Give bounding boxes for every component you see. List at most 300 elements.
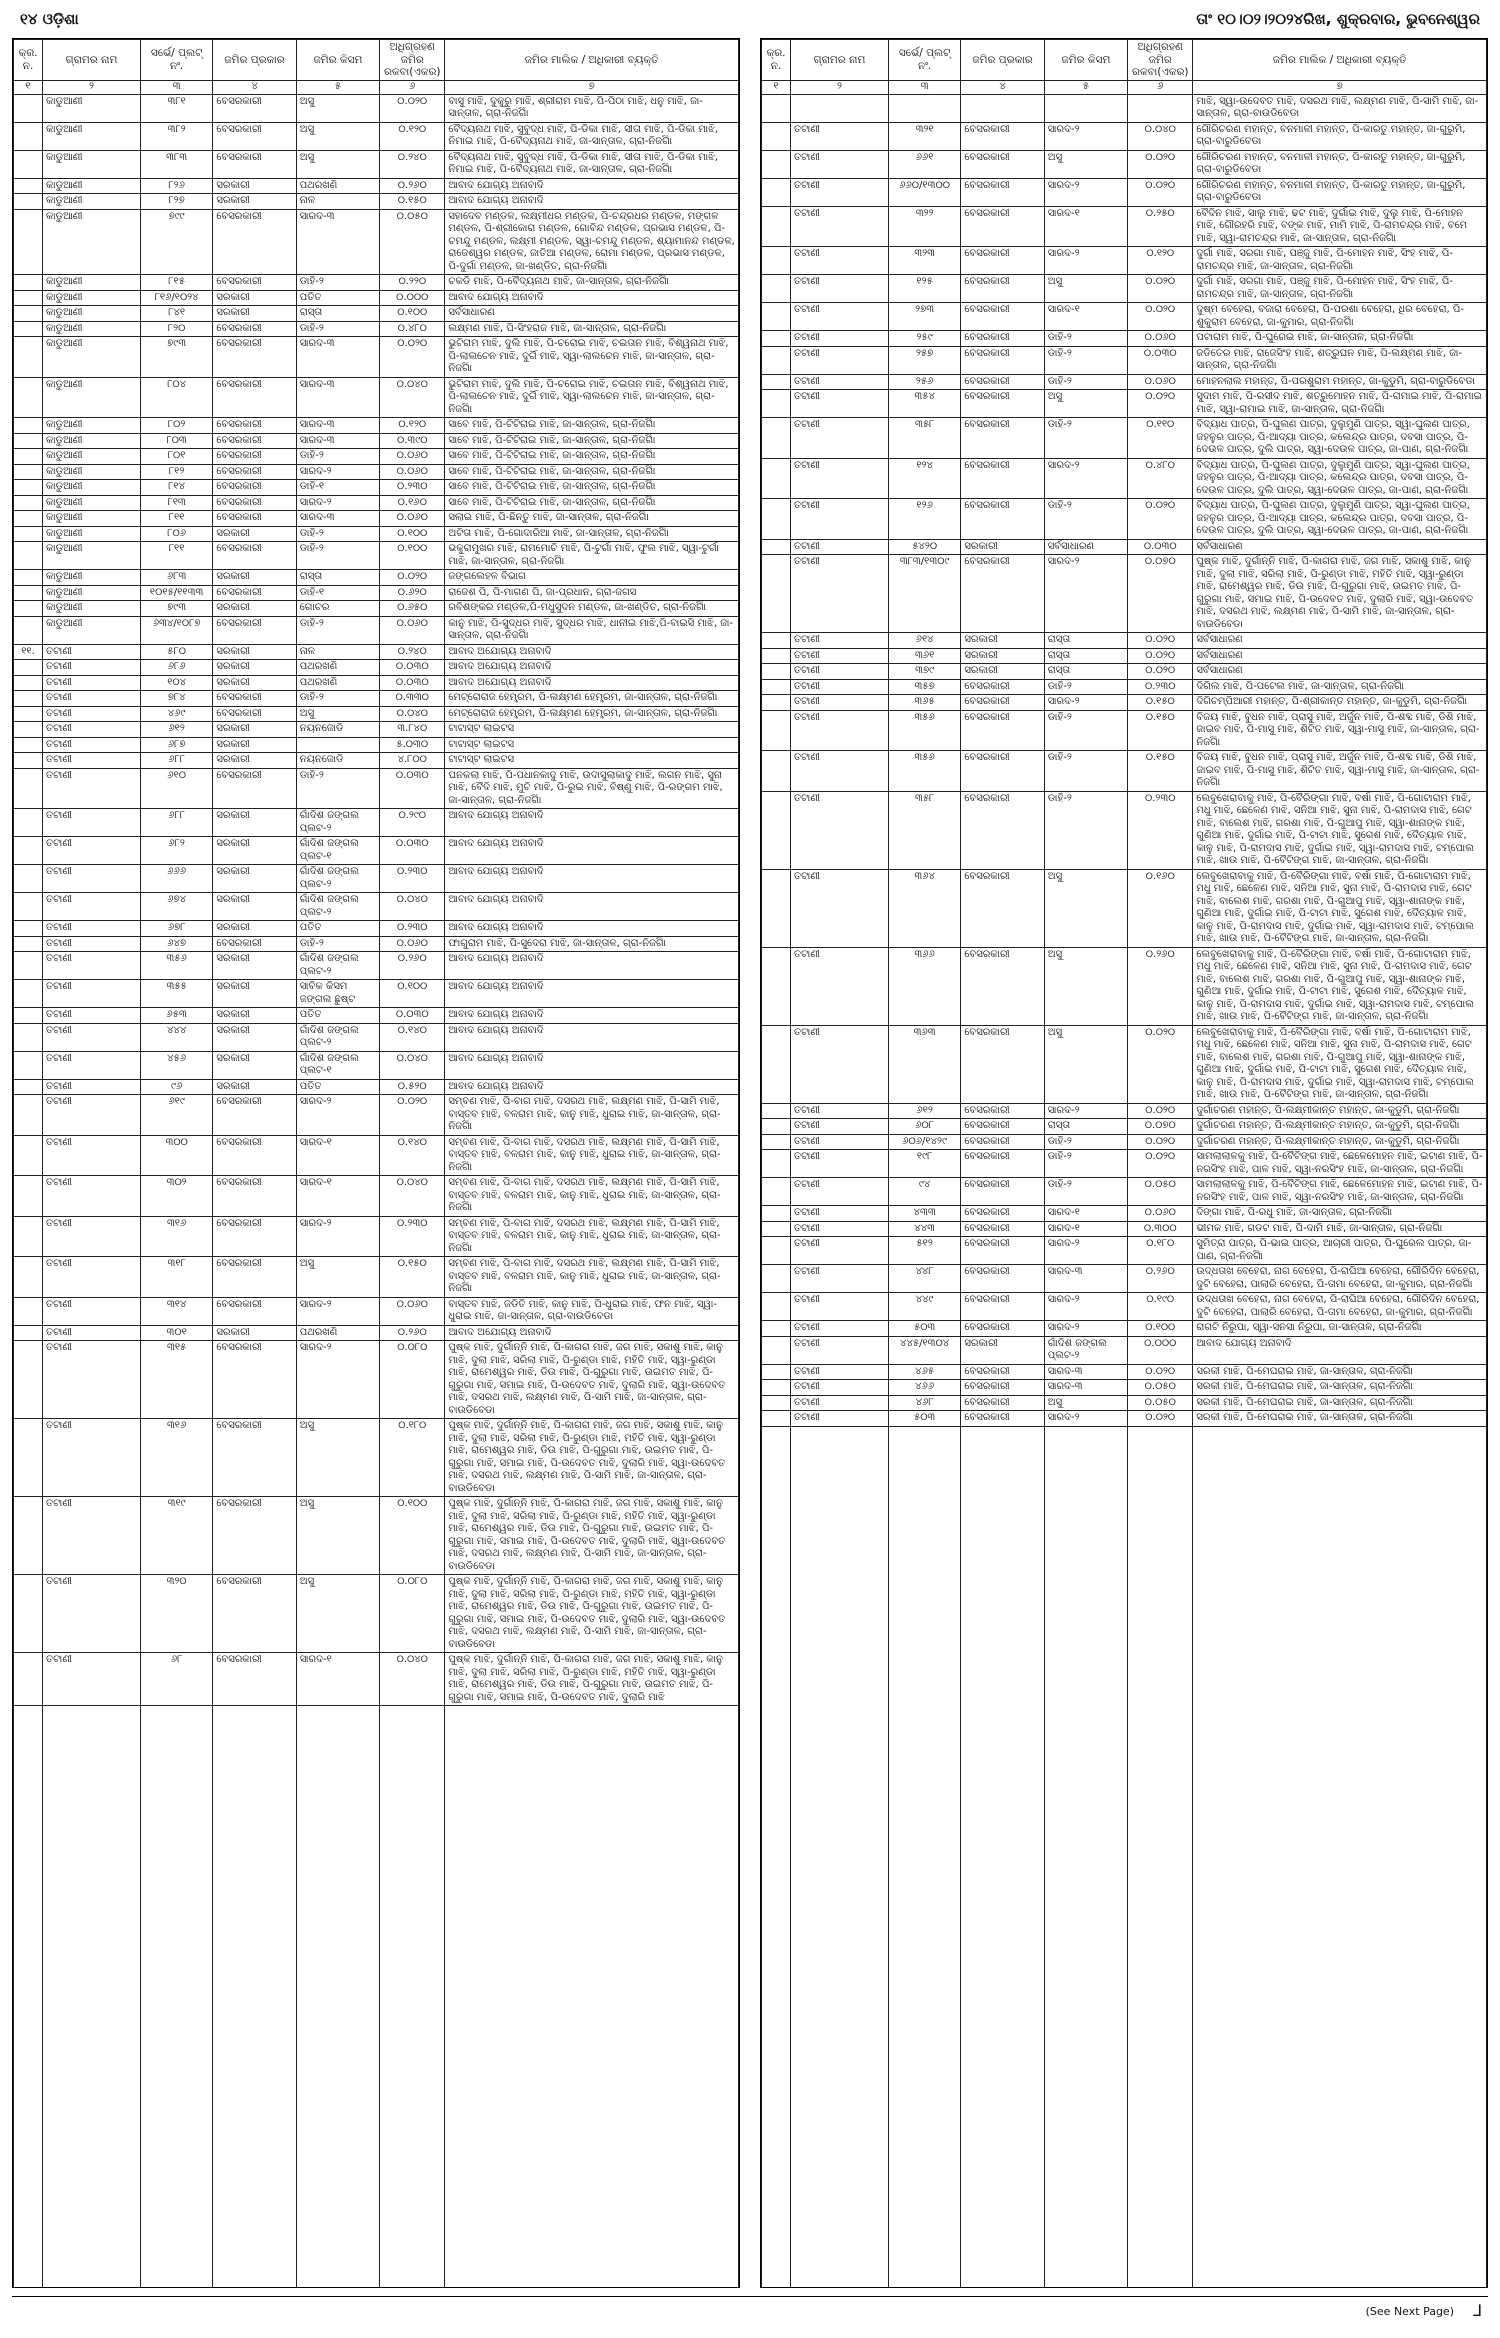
- cell-village: ତଟାଣୀ: [43, 1079, 141, 1095]
- cell-land-class: ରାସ୍ତା: [1044, 633, 1127, 649]
- cell-land-class: ଅସୁ: [1044, 869, 1127, 947]
- cell-owner: ଦୁର୍ଗାଚରଣ ମହାନ୍ତ, ପି-ଲକ୍ଷ୍ମୀକାନ୍ତ ମହାନ୍ତ, ଜା-କୁଡୁମି, ଗ୍ରା-ନିଜର୍ଗାଁ: [1193, 1103, 1487, 1119]
- cell-plot-number: ୭୯୩: [140, 601, 213, 617]
- table-row: [14, 768, 739, 809]
- cell-land-class: ସାରଦ-୩: [296, 209, 379, 275]
- cell-land-type: ବେସରକାରୀ: [213, 337, 296, 378]
- cell-village: ତଟାଣୀ: [791, 1293, 889, 1321]
- cell-land-class: ଅସୁ: [1044, 1395, 1127, 1411]
- cell-plot-number: ୬୮: [140, 1653, 213, 1706]
- cell-land-class: ପଥରଖଣି: [296, 660, 379, 676]
- cell-serial: [762, 499, 791, 540]
- cell-land-class: ସାରଦ-୨: [1044, 1103, 1127, 1119]
- cell-land-type: ବେସରକାରୀ: [213, 480, 296, 496]
- cell-land-type: ବେସରକାରୀ: [961, 206, 1044, 247]
- cell-land-type: ସରକାରୀ: [213, 809, 296, 837]
- cell-plot-number: ୩୮୨: [140, 122, 213, 150]
- cell-land-class: ନାଳ: [296, 194, 379, 210]
- table-row: [762, 247, 1487, 275]
- cell-owner: ସଲାଇ ମାଝି, ପି-ଛିନ୍ତୁ ମାଝି, ଜା-ସାନ୍ତାଳ, ଗ୍ରା-ନିଜର୍ଗାଁ: [445, 511, 739, 527]
- table-row: [14, 526, 739, 542]
- cell-village: ତଟାଣୀ: [791, 150, 889, 178]
- cell-owner: ସମ୍ବଣ ମାଝି, ପି-ବାଗ ମାଝି, ଦସରଥ ମାଝି, ଲକ୍ଷ୍ମଣ ମାଝି, ପି-ସାମି ମାଝି, ବାସ୍ତବ ମାଝି, ବଳରାମ ମାଝି, କାନୁ ମାଝି, ଧୁରାଇ ମାଝି, ଜା-ସାନ୍ତାଳ, ଗ୍ରା-ନିଜର୍ଗାଁ: [445, 1095, 739, 1136]
- cell-area-acre: ୦.୪୮୦: [380, 321, 445, 337]
- table-row: [762, 206, 1487, 247]
- col-number: ୫: [296, 80, 379, 94]
- cell-land-class: ଡାହି-୨: [1044, 710, 1127, 751]
- cell-area-acre: ୦.୦୪୦: [380, 1051, 445, 1079]
- cell-area-acre: ୦.୦୪୦: [380, 893, 445, 921]
- cell-land-type: ବେସରକାରୀ: [213, 691, 296, 707]
- cell-owner: ଭକୁରାମୁଖର ମାଝି, ରାମମୋଚି ମାଝି, ପି-ଟୁର୍ଗା ମାଝି, ଫୁଲ ମାଝି, ସ୍ୱା-ଟୁର୍ଗା ମାଝି, ଜା-ସାନ୍ତାଳ, ଗ୍ରା-ନିଜର୍ଗାଁ: [445, 542, 739, 570]
- table-row: [762, 1411, 1487, 1427]
- cell-land-type: ବେସରକାରୀ: [961, 458, 1044, 499]
- filler-cell: [1193, 1426, 1487, 2288]
- cell-plot-number: ୬୧୨: [888, 1103, 961, 1119]
- col-number: ୪: [213, 80, 296, 94]
- cell-plot-number: ୧୦୧୫/୧୧୩୩: [140, 585, 213, 601]
- table-row: [762, 869, 1487, 947]
- table-row: [14, 1341, 739, 1419]
- cell-area-acre: ୦.୨୫୦: [1128, 206, 1193, 247]
- table-row: [762, 1237, 1487, 1265]
- cell-village: କାଡୁଆଣୀ: [43, 542, 141, 570]
- cell-plot-number: ୩୦୨: [140, 1176, 213, 1217]
- cell-owner: ବୈଦ୍ୟନାଥ ମାଝି, ସୁବୁଦ୍ଧ ମାଝି, ପି-ଡିକା ମାଝି, ସୀତା ମାଝି, ପି-ଡିକା ମାଝି, ନିମାଇ ମାଝି, ପି-ବୈଦ୍ୟନାଥ ମାଝି, ଜା-ସାନ୍ତାଳ, ଗ୍ରା-ନିଜର୍ଗାଁ: [445, 150, 739, 178]
- table-row: [762, 1380, 1487, 1396]
- cell-land-class: ସାରଦ-୨: [1044, 555, 1127, 633]
- cell-village: କାଡୁଆଣୀ: [43, 495, 141, 511]
- cell-area-acre: ୦.୧୦୦: [380, 1497, 445, 1575]
- cell-plot-number: ୮୧୬/୧୦୨୪: [140, 290, 213, 306]
- cell-plot-number: ୮୧୩: [140, 495, 213, 511]
- cell-area-acre: ୦.୨୪୦: [380, 644, 445, 660]
- cell-serial: [762, 947, 791, 1025]
- cell-plot-number: ୩୨୦: [140, 1575, 213, 1653]
- cell-serial: [14, 209, 43, 275]
- table-row: [762, 499, 1487, 540]
- cell-village: କାଡୁଆଣୀ: [43, 290, 141, 306]
- table-row: [762, 695, 1487, 711]
- cell-land-type: ସରକାରୀ: [961, 633, 1044, 649]
- table-row: [762, 1103, 1487, 1119]
- cell-land-type: ବେସରକାରୀ: [961, 275, 1044, 303]
- cell-area-acre: ୦.୧୨୦: [1128, 247, 1193, 275]
- cell-land-class: ସାରଦ-୨: [1044, 247, 1127, 275]
- table-row: [14, 936, 739, 952]
- cell-serial: [762, 1134, 791, 1150]
- cell-village: ତଟାଣୀ: [791, 1364, 889, 1380]
- cell-land-class: ଗୋଚର: [296, 601, 379, 617]
- table-row: [762, 679, 1487, 695]
- cell-area-acre: ୦.୩୯୦: [380, 433, 445, 449]
- col-number: ୩: [140, 80, 213, 94]
- cell-area-acre: ୦.୦୪୦: [1128, 122, 1193, 150]
- cell-area-acre: ୦.୦୩୦: [1128, 539, 1193, 555]
- cell-land-class: ସାବିକ କିସମ ଜଙ୍ଗଲ ଛୁଷ୍ଟ: [296, 980, 379, 1008]
- cell-owner: ବିଜୟ ମାଝି, ବୁଧନ ମାଝି, ପ୍ରାସୁ ମାଝି, ଅର୍ଜୁନ ମାଝି, ପି-ଶବ୍ଦ ମାଝି, ଡିଶି ମାଝି, ଜାଇବ ମାଝି, ପି-ମାସୁ ମାଝି, ଶିଟିତ ମାଝି, ସ୍ୱା-ମାସୁ ମାଝି, ଜା-ସାନ୍ତାଳ, ଗ୍ରା-ନିଜର୍ଗାଁ: [1193, 710, 1487, 751]
- cell-area-acre: ୦.୦୨୦: [1128, 1150, 1193, 1178]
- cell-land-class: ଅସୁ: [296, 706, 379, 722]
- cell-village: ତଟାଣୀ: [791, 1336, 889, 1364]
- cell-land-type: ସରକାରୀ: [213, 660, 296, 676]
- cell-plot-number: ୮୦୧: [140, 449, 213, 465]
- cell-land-class: ନୟନଜୋଡି: [296, 722, 379, 738]
- cell-land-type: ସରକାରୀ: [961, 539, 1044, 555]
- cell-plot-number: ୪୪୩: [888, 1221, 961, 1237]
- cell-owner: ସର୍ବସାଧାରଣ: [1193, 664, 1487, 680]
- cell-plot-number: ୬୪୭: [140, 936, 213, 952]
- cell-serial: [762, 94, 791, 122]
- cell-land-class: ପତିତ: [296, 290, 379, 306]
- cell-village: ତଟାଣୀ: [791, 1103, 889, 1119]
- filler-cell: [140, 1706, 213, 2289]
- cell-village: ତଟାଣୀ: [43, 980, 141, 1008]
- cell-serial: [14, 809, 43, 837]
- cell-plot-number: ୬୬୬: [140, 865, 213, 893]
- col-type-header: ଜମିର ପ୍ରକାର: [961, 40, 1044, 81]
- cell-land-class: ଅସୁ: [296, 1419, 379, 1497]
- cell-owner: ଦୁଷ୍ମ ବେହେରା, ବଜାରା ବେହେରା, ପି-ପରଶା ବେହେରା, ଧିର ବେହେରା, ପି-ଶୁକୁରାମ ବେହେରା, ଜା-କୁମାର, ଗ୍ରା-ନିଜର୍ଗାଁ: [1193, 303, 1487, 331]
- cell-serial: [762, 178, 791, 206]
- col-number: ୩: [888, 80, 961, 94]
- cell-owner: ବୈଦିନ ମାଝି, ସାଲୁ ମାଝି, ଢଟ ମାଝି, ଦୁର୍ଗାଇ ମାଝି, ଦୁଲୁ ମାଝି, ପି-ମୋହନ ମାଝି, ଗୌରହରି ମାଝି, ବଙ୍କ ମାଝି, ମାମି ମାଝି, ପି-ରାମଚନ୍ଦ୍ର ମାଝି, ବମେ ମାଝି, ସ୍ୱା-ରାମଚନ୍ଦ୍ର ମାଝି, ଜା-ସାନ୍ତାଳ, ଗ୍ରା-ନିଜର୍ଗାଁ: [1193, 206, 1487, 247]
- cell-land-type: ବେସରକାରୀ: [213, 495, 296, 511]
- cell-owner: ଗୌରିଚରଣ ମହାନ୍ତ, ବନମାଳୀ ମହାନ୍ତ, ପି-କାରତୁ ମହାନ୍ତ, ଜା-ଗୁରୁମି, ଗ୍ରା-ବାରୁଡିବେଡା: [1193, 178, 1487, 206]
- cell-plot-number: ୩୫୭: [888, 679, 961, 695]
- cell-land-type: ବେସରକାରୀ: [961, 374, 1044, 390]
- cell-area-acre: ୦.୦୩୦: [380, 660, 445, 676]
- cell-land-type: ସରକାରୀ: [213, 526, 296, 542]
- cell-serial: [762, 275, 791, 303]
- cell-serial: [14, 691, 43, 707]
- cell-area-acre: ୦.୧୨୦: [380, 122, 445, 150]
- col-number: ୧: [762, 80, 791, 94]
- col-number: ୨: [791, 80, 889, 94]
- cell-area-acre: ୦.୦୩୦: [380, 675, 445, 691]
- cell-village: କାଡୁଆଣୀ: [43, 122, 141, 150]
- cell-land-class: ସାରଦ-୨: [1044, 1293, 1127, 1321]
- cell-plot-number: ୭୯୯: [140, 209, 213, 275]
- table-row: [14, 480, 739, 496]
- cell-area-acre: ୦.୬୨୦: [380, 585, 445, 601]
- cell-plot-number: ୩୮୩: [140, 150, 213, 178]
- cell-owner: ଟାଟାସ୍ଟ ଲାଇଟସ: [445, 722, 739, 738]
- cell-area-acre: ୦.୦୨୦: [380, 570, 445, 586]
- table-row: [14, 1575, 739, 1653]
- table-row: [14, 616, 739, 644]
- cell-land-type: ବେସରକାରୀ: [213, 768, 296, 809]
- cell-village: ତଟାଣୀ: [791, 555, 889, 633]
- cell-land-type: ସରକାରୀ: [213, 1051, 296, 1079]
- col-number: ୭: [445, 80, 739, 94]
- cell-village: ତଟାଣୀ: [791, 539, 889, 555]
- table-row: [14, 980, 739, 1008]
- cell-village: ତଟାଣୀ: [791, 1221, 889, 1237]
- cell-owner: ବାସ୍ତବ ମାଝି, ଜଡିତି ମାଝି, କାନୁ ମାଝି, ପି-ଧୁରାଇ ମାଝି, ଫନ ମାଝି, ସ୍ୱା-ଧୁରାଇ ମାଝି, ଜା-ସାନ୍ତାଳ, ଗ୍ରା-ବାଉଡିବେଡା: [445, 1297, 739, 1325]
- cell-owner: ସମ୍ବଣ ମାଝି, ପି-ବାଗ ମାଝି, ଦସରଥ ମାଝି, ଲକ୍ଷ୍ମଣ ମାଝି, ପି-ସାମି ମାଝି, ବାସ୍ତବ ମାଝି, ବଳରାମ ମାଝି, କାନୁ ମାଝି, ଧୁରାଇ ମାଝି, ଜା-ସାନ୍ତାଳ, ଗ୍ରା-ନିଜର୍ଗାଁ: [445, 1257, 739, 1298]
- cell-plot-number: ୩୫୮: [888, 418, 961, 459]
- cell-owner: ଆବାଦ ଯୋଗ୍ୟ ଅନାବାଦି: [1193, 1336, 1487, 1364]
- cell-land-type: ବେସରକାରୀ: [213, 122, 296, 150]
- cell-owner: ଟାଟାସ୍ଟ ଲାଇଟସ: [445, 753, 739, 769]
- cell-land-type: ବେସରକାରୀ: [961, 247, 1044, 275]
- cell-land-type: ବେସରକାରୀ: [213, 585, 296, 601]
- cell-owner: ଦିଙ୍ଗା ମାଝି, ପି-ରଧୁ ମାଝି, ଜା-ସାନ୍ତାଳ, ଗ୍ରା-ନିଜର୍ଗାଁ: [1193, 1206, 1487, 1222]
- table-row: [14, 952, 739, 980]
- cell-land-class: ସାରଦ-୨: [296, 1297, 379, 1325]
- cell-village: ତଟାଣୀ: [791, 122, 889, 150]
- page-header: [20, 6, 1480, 34]
- page-footer: [12, 2296, 1488, 2326]
- cell-area-acre: ୦.୦୬୦: [380, 616, 445, 644]
- cell-village: ତଟାଣୀ: [43, 768, 141, 809]
- cell-land-type: ସରକାରୀ: [213, 290, 296, 306]
- left-table-body: [14, 94, 739, 2288]
- cell-village: ତଟାଣୀ: [791, 1150, 889, 1178]
- cell-owner: ଭୀମକ ମାଝି, ଗଡଟ ମାଝି, ପି-ଦାମି ମାଝି, ଜା-ସାନ୍ତାଳ, ଗ୍ରା-ନିଜର୍ଗାଁ: [1193, 1221, 1487, 1237]
- cell-owner: ସର୍ବସାଧାରଣ: [1193, 633, 1487, 649]
- col-plot-header: ସର୍ଭେ/ ପ୍ଲଟ୍ ନଂ.: [140, 40, 213, 81]
- table-row: [14, 1497, 739, 1575]
- cell-area-acre: ୦.୦୨୦: [380, 94, 445, 122]
- cell-owner: ବାସୁ ମାଝି, ଦୁକୁରୁ ମାଝି, ଶ୍ରୀରାମ ମାଝି, ପି-ପିଠା ମାଝି, ଧନୁ ମାଝି, ଜା-ସାନ୍ତାଳ, ଗ୍ରା-ନିଜର୍ଗାଁ: [445, 94, 739, 122]
- col-number: ୫: [1044, 80, 1127, 94]
- table-row: [762, 710, 1487, 751]
- cell-plot-number: ୩୬୫: [888, 695, 961, 711]
- cell-plot-number: ୧୨୬: [888, 499, 961, 540]
- cell-owner: ସାବେ ମାଝି, ପି-ଟିଟିରାଇ ମାଝି, ଜା-ସାନ୍ତାଳ, ଗ୍ରା-ନିଜର୍ଗାଁ: [445, 464, 739, 480]
- cell-plot-number: ୩୧୬: [140, 1216, 213, 1257]
- cell-land-type: ବେସରକାରୀ: [213, 94, 296, 122]
- cell-area-acre: ୦.୦୨୦: [380, 337, 445, 378]
- cell-serial: [762, 1150, 791, 1178]
- filler-cell: [888, 1426, 961, 2288]
- cell-owner: ଆବାଦ ଯୋଗ୍ୟ ଅନାବାଦି: [445, 809, 739, 837]
- cell-owner: ଆବାଦ ଅଯୋଗ୍ୟ ଅନାବାଦି: [445, 1325, 739, 1341]
- cell-owner: ଲେବୁଖେରାବାକୁ ମାଝି, ପି-ବୈରିଙ୍ଗା ମାଝି, ବର୍ଷା ମାଝି, ପି-ଗୋଟାରାମ ମାଝି, ମଧୁ ମାଝି, ଛେଳେଣ ମାଝି, ସନିଆ ମାଝି, ସୁନା ମାଝି, ପି-ରାମଦାସ ମାଝି, ଗେଟ ମାଝି, ବାଲେଶ ମାଝି, ଗରଶା ମାଝି, ପି-ଗୁଆପୁ ମାଝି, ସ୍ୱା-ଶାନାଙ୍କ ମାଝି, ଗୁଣିଆ ମାଝି, ଦୁର୍ଗାଇ ମାଝି, ପି-ଟାଟା ମାଝି, ସୁଗେଶ ମାଝି, ଦୈତ୍ୟାଳ ମାଝି, କାଳୁ ମାଝି, ପି-ରାମଦାସ ମାଝି, ଦୁର୍ଗାଇ ମାଝି, ସ୍ୱା-ରାମଦାସ ମାଝି, ଟମ୍ପୋଲ ମାଝି, ଖାଉ ମାଝି, ପି-ବୈଟିଙ୍ଗ ମାଝି, ଜା-ସାନ୍ତାଳ, ଗ୍ରା-ନିଜର୍ଗାଁ: [1193, 1025, 1487, 1103]
- table-row: [762, 390, 1487, 418]
- cell-land-type: ବେସରକାରୀ: [213, 1216, 296, 1257]
- cell-serial: [14, 275, 43, 291]
- filler-cell: [1128, 1426, 1193, 2288]
- cell-land-class: ଡାହି-୨: [1044, 1178, 1127, 1206]
- cell-land-class: ସାରଦ-୨: [1044, 1321, 1127, 1337]
- right-column: [760, 38, 1488, 2288]
- cell-serial: [14, 1257, 43, 1298]
- cell-land-type: ବେସରକାରୀ: [213, 418, 296, 434]
- cell-plot-number: ୫୮୦: [140, 644, 213, 660]
- cell-owner: ଆବାଦ ଯୋଗ୍ୟ ଅନାବାଦି: [445, 1051, 739, 1079]
- cell-land-type: ବେସରକାରୀ: [213, 1176, 296, 1217]
- table-row: [762, 374, 1487, 390]
- cell-village: କାଡୁଆଣୀ: [43, 449, 141, 465]
- table-row: [14, 377, 739, 418]
- cell-village: ତଟାଣୀ: [43, 1216, 141, 1257]
- cell-plot-number: ୫୧୨: [888, 1237, 961, 1265]
- cell-owner: ଫାଗୁରାମ ମାଝି, ପି-ସୁଦେରା ମାଝି, ଜା-ସାନ୍ତାଳ, ଗ୍ରା-ନିଜର୍ଗାଁ: [445, 936, 739, 952]
- cell-serial: [14, 952, 43, 980]
- cell-area-acre: ୦.୦୬୦: [1128, 374, 1193, 390]
- cell-land-type: ବେସରକାରୀ: [961, 150, 1044, 178]
- cell-owner: ସର୍ବସାଧାରଣ: [445, 306, 739, 322]
- cell-area-acre: ୦.୫୨୦: [380, 1079, 445, 1095]
- cell-area-acre: ୦.୦୬୦: [380, 449, 445, 465]
- cell-plot-number: ୮୧୫: [140, 275, 213, 291]
- cell-land-type: ବେସରକାରୀ: [961, 1178, 1044, 1206]
- cell-serial: [14, 570, 43, 586]
- cell-village: ତଟାଣୀ: [791, 791, 889, 869]
- cell-plot-number: ୩୫୬: [140, 952, 213, 980]
- table-row: [14, 209, 739, 275]
- cell-area-acre: ୦.୨୬୦: [380, 178, 445, 194]
- cell-land-class: ସାରଦ-୨: [1044, 458, 1127, 499]
- cell-serial: [14, 1653, 43, 1706]
- cell-plot-number: ୬୩୪/୧୦୮୭: [140, 616, 213, 644]
- cell-area-acre: ୦.୧୫୦: [1128, 710, 1193, 751]
- cell-land-class: ଡାହି-୨: [1044, 331, 1127, 347]
- cell-serial: [14, 1051, 43, 1079]
- cell-owner: ରାଜେଶ ପି, ପି-ମାଗଣ ପି, ଜା-ପ୍ରଧାନ, ଗ୍ରା-ଜଗସ: [445, 585, 739, 601]
- cell-serial: [14, 980, 43, 1008]
- cell-land-type: ବେସରକାରୀ: [961, 331, 1044, 347]
- cell-plot-number: ୮୧୪: [140, 480, 213, 496]
- cell-serial: [14, 921, 43, 937]
- cell-land-class: ସାରଦ-୨: [1044, 1411, 1127, 1427]
- cell-area-acre: ୦.୧୮୦: [380, 1419, 445, 1497]
- cell-owner: ମେଟ୍ରୋରାଜ ହେମ୍ବ୍ରମ, ପି-ଲକ୍ଷ୍ମଣ ହେମ୍ବ୍ରମ, ଜା-ସାନ୍ତାଳ, ଗ୍ରା-ନିଜର୍ଗାଁ: [445, 706, 739, 722]
- cell-owner: ସମ୍ବଣ ମାଝି, ପି-ବାଗ ମାଝି, ଦସରଥ ମାଝି, ଲକ୍ଷ୍ମଣ ମାଝି, ପି-ସାମି ମାଝି, ବାସ୍ତବ ମାଝି, ବଳରାମ ମାଝି, କାନୁ ମାଝି, ଧୁରାଇ ମାଝି, ଜା-ସାନ୍ତାଳ, ଗ୍ରା-ନିଜର୍ଗାଁ: [445, 1216, 739, 1257]
- cell-plot-number: ୬୬୦/୧୩୦୦: [888, 178, 961, 206]
- cell-land-class: ରାସ୍ତା: [1044, 1119, 1127, 1135]
- table-row: [762, 1265, 1487, 1293]
- cell-land-type: ସରକାରୀ: [213, 837, 296, 865]
- table-row: [14, 1325, 739, 1341]
- cell-village: ତଟାଣୀ: [43, 1051, 141, 1079]
- cell-serial: [762, 679, 791, 695]
- cell-owner: ମେଟ୍ରୋରାଜ ହେମ୍ବ୍ରମ, ପି-ଲକ୍ଷ୍ମଣ ହେମ୍ବ୍ରମ, ଜା-ସାନ୍ତାଳ, ଗ୍ରା-ନିଜର୍ଗାଁ: [445, 691, 739, 707]
- table-row: [14, 1216, 739, 1257]
- cell-village: ତଟାଣୀ: [43, 1325, 141, 1341]
- cell-land-type: ବେସରକାରୀ: [961, 303, 1044, 331]
- land-schedule-table-left: [13, 39, 739, 2288]
- cell-serial: [762, 648, 791, 664]
- cell-serial: ୧୧.: [14, 644, 43, 660]
- cell-land-class: ଗାଁଦିଶ ଜଙ୍ଗଲ ପ୍ଲଟ-୨: [296, 893, 379, 921]
- table-row: [762, 458, 1487, 499]
- cell-area-acre: ୦.୦୨୦: [1128, 1411, 1193, 1427]
- cell-owner: ଅଟିତା ମାଝି, ପି-ଗୋଦାରିଆ ମାଝି, ଜା-ସାନ୍ତାଳ, ଗ୍ରା-ନିଜର୍ଗାଁ: [445, 526, 739, 542]
- cell-land-type: ବେସରକାରୀ: [213, 616, 296, 644]
- cell-plot-number: ୩୧୮: [140, 1257, 213, 1298]
- table-row: [762, 150, 1487, 178]
- cell-area-acre: ୦.୩୩୦: [380, 691, 445, 707]
- cell-village: ତଟାଣୀ: [791, 1265, 889, 1293]
- cell-serial: [14, 511, 43, 527]
- cell-owner: ଜଡିତେର ମାଝି, ରାଜେସିଂହ ମାଝି, ଶତ୍ରୁଘନ ମାଝି, ପି-ଲକ୍ଷ୍ମଣ ମାଝି, ଜା-ସାନ୍ତାଳ, ଗ୍ରା-ନିଜର୍ଗାଁ: [1193, 346, 1487, 374]
- cell-land-type: ବେସରକାରୀ: [961, 679, 1044, 695]
- cell-serial: [14, 585, 43, 601]
- col-number: ୭: [1193, 80, 1487, 94]
- table-row: [14, 706, 739, 722]
- cell-plot-number: ୪୫୬: [140, 1051, 213, 1079]
- cell-serial: [14, 1575, 43, 1653]
- table-row: [762, 303, 1487, 331]
- table-row: [14, 495, 739, 511]
- cell-land-class: ଡାହି-୨: [1044, 374, 1127, 390]
- cell-owner: ଦିଗିଲ ମାଝି, ପି-ପଟେଲ ମାଝି, ଜା-ସାନ୍ତାଳ, ଗ୍ରା-ନିଜର୍ଗାଁ: [1193, 679, 1487, 695]
- cell-plot-number: ୬୧୯: [140, 1095, 213, 1136]
- cell-village: ତଟାଣୀ: [791, 275, 889, 303]
- cell-plot-number: ୯୬: [140, 1079, 213, 1095]
- cell-plot-number: ୩୫୮: [888, 791, 961, 869]
- table-row: [14, 753, 739, 769]
- cell-plot-number: ୮୦୩: [140, 433, 213, 449]
- cell-land-type: ବେସରକାରୀ: [213, 1497, 296, 1575]
- cell-area-acre: ୦.୧୯୦: [1128, 1293, 1193, 1321]
- cell-village: ତଟାଣୀ: [791, 751, 889, 792]
- cell-area-acre: ୦.୦୨୦: [1128, 178, 1193, 206]
- cell-serial: [14, 1095, 43, 1136]
- cell-plot-number: ୯୪: [888, 1178, 961, 1206]
- cell-village: ତଟାଣୀ: [43, 660, 141, 676]
- cell-serial: [14, 722, 43, 738]
- table-row: [14, 337, 739, 378]
- cell-owner: ସରକୀ ମାଝି, ପି-ମେଘରାଇ ମାଝି, ଜା-ସାନ୍ତାଳ, ଗ୍ରା-ନିଜର୍ଗାଁ: [1193, 1411, 1487, 1427]
- cell-land-type: ସରକାରୀ: [213, 893, 296, 921]
- cell-owner: ସାବେ ମାଝି, ପି-ଟିଟିରାଇ ମାଝି, ଜା-ସାନ୍ତାଳ, ଗ୍ରା-ନିଜର୍ଗାଁ: [445, 418, 739, 434]
- cell-village: ତଟାଣୀ: [791, 1134, 889, 1150]
- col-plot-header: ସର୍ଭେ/ ପ୍ଲଟ୍ ନଂ.: [888, 40, 961, 81]
- cell-village: କାଡୁଆଣୀ: [43, 526, 141, 542]
- cell-serial: [762, 1103, 791, 1119]
- table-row: [14, 449, 739, 465]
- cell-serial: [762, 331, 791, 347]
- cell-owner: ଦୁର୍ଗାଚରଣ ମହାନ୍ତ, ପି-ଲକ୍ଷ୍ମୀକାନ୍ତ ମହାନ୍ତ, ଜା-କୁଡୁମି, ଗ୍ରା-ନିଜର୍ଗାଁ: [1193, 1134, 1487, 1150]
- cell-land-type: ବେସରକାରୀ: [961, 555, 1044, 633]
- cell-village: ତଟାଣୀ: [791, 178, 889, 206]
- cell-land-class: ଡାହି-୨: [296, 449, 379, 465]
- cell-land-type: ବେସରକାରୀ: [961, 1206, 1044, 1222]
- cell-owner: ଉଦ୍ଧତାଖ ବେହେରା, ନାଗ ବେହେରା, ପି-ରାଘିଆ ବେହେରା, ଗୌରିଦିନ ବେହେରା, ଦୁଟି ବେହେରା, ପାଲାରି ବେହେରା, ପି-ତାମା ବେହେରା, ଜା-କୁମାର, ଗ୍ରା-ନିଜର୍ଗାଁ: [1193, 1293, 1487, 1321]
- cell-land-type: ସରକାରୀ: [213, 1023, 296, 1051]
- cell-village: ତଟାଣୀ: [791, 679, 889, 695]
- cell-land-class: ଗାଁଦିଶ ଜଙ୍ଗଲ ପ୍ଲଟ-୧: [296, 837, 379, 865]
- table-row: [14, 660, 739, 676]
- cell-village: ତଟାଣୀ: [43, 936, 141, 952]
- cell-village: ତଟାଣୀ: [791, 331, 889, 347]
- cell-owner: ସାବେ ମାଝି, ପି-ଟିଟିରାଇ ମାଝି, ଜା-ସାନ୍ତାଳ, ଗ୍ରା-ନିଜର୍ଗାଁ: [445, 480, 739, 496]
- cell-land-class: ନୟନଜୋଡି: [296, 753, 379, 769]
- cell-area-acre: ୦.୦୨୦: [1128, 499, 1193, 540]
- cell-plot-number: ୪୪୫/୧୩୦୪: [888, 1336, 961, 1364]
- cell-serial: [762, 791, 791, 869]
- cell-village: ତଟାଣୀ: [791, 1380, 889, 1396]
- cell-land-class: ଡାହି-୨: [296, 616, 379, 644]
- table-row: [14, 1257, 739, 1298]
- cell-area-acre: ୦.୧୦୦: [380, 306, 445, 322]
- cell-area-acre: ୦.୨୬୦: [380, 952, 445, 980]
- cell-serial: [762, 1364, 791, 1380]
- cell-owner: ବିଦ୍ୟାଧ ପାତ୍ର, ପି-ଘୁଲଣ ପାତ୍ର, ଦୁଲୁମୁଣି ପାତ୍ର, ସ୍ୱା-ଘୁଲଣ ପାତ୍ର, ଜହଳୁର ପାତ୍ର, ପି-ଆଦ୍ୟା ପାତ୍ର, କଲେନ୍ଦ୍ର ପାତ୍ର, ଦବସା ପାତ୍ର, ପି-ଦେଉଳ ପାତ୍ର, ଦୁଲି ପାତ୍ର, ସ୍ୱା-ଦେଉଳ ପାତ୍ର, ଜା-ପାଣ, ଗ୍ରା-ନିଜର୍ଗାଁ: [1193, 499, 1487, 540]
- cell-village: ତଟାଣୀ: [791, 374, 889, 390]
- table-row: [14, 1079, 739, 1095]
- table-row: [762, 178, 1487, 206]
- cell-plot-number: ୭୮୪: [140, 691, 213, 707]
- cell-plot-number: ୨୭୩: [888, 303, 961, 331]
- cell-plot-number: ୨୫୬: [888, 374, 961, 390]
- cell-owner: ସାବେ ମାଝି, ପି-ଟିଟିରାଇ ମାଝି, ଜା-ସାନ୍ତାଳ, ଗ୍ରା-ନିଜର୍ଗାଁ: [445, 433, 739, 449]
